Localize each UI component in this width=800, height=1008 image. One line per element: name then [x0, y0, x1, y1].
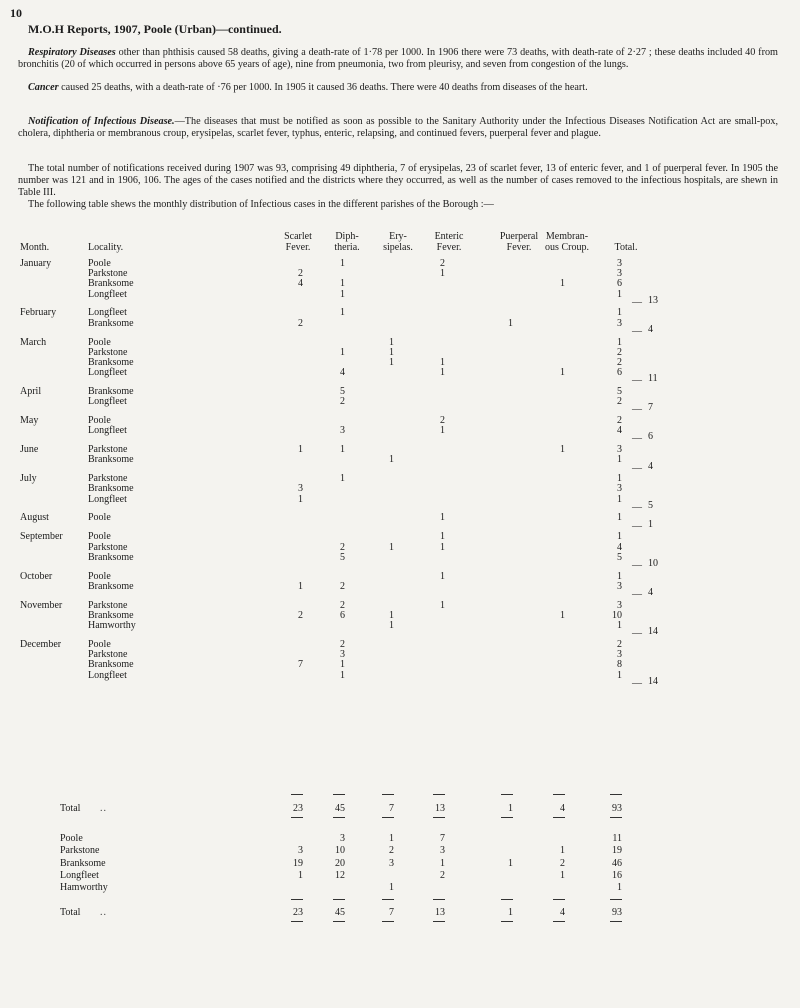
month-subtotal: 10 [648, 557, 658, 569]
summary-enteric-fever: 7 [440, 833, 445, 844]
total-total: 93 [612, 803, 622, 814]
month-subtotal: 6 [648, 431, 653, 443]
column-rule [610, 921, 622, 922]
diphtheria-cell: 3 [340, 649, 345, 661]
subtotal-dash: — [632, 404, 642, 416]
subtotal-dash: — [632, 589, 642, 601]
locality-label: Poole [88, 415, 111, 427]
enteric-fever-cell: 2 [440, 258, 445, 269]
diphtheria-cell: 1 [340, 288, 345, 300]
header-ery-line1: Ery- [389, 231, 407, 242]
locality-label: Branksome [88, 454, 134, 466]
enteric-fever-cell: 1 [440, 570, 445, 582]
leader-dots: .. [100, 907, 107, 918]
erysipelas-cell: 1 [389, 356, 394, 368]
header-puerperal-line2: Fever. [506, 242, 532, 253]
header-total: Total. [614, 242, 638, 253]
summary-locality: Parkstone [60, 845, 100, 857]
total-cell: 3 [617, 444, 622, 456]
total-cell: 1 [617, 512, 622, 524]
header-enteric-line1: Enteric [434, 231, 464, 242]
locality-label: Branksome [88, 580, 134, 592]
header-enteric-line2: Fever. [436, 242, 462, 253]
summary-enteric-fever: 3 [440, 845, 445, 857]
diphtheria-cell: 1 [340, 444, 345, 456]
month-subtotal: 13 [648, 294, 658, 306]
total-puerperal-fever: 1 [508, 803, 513, 814]
diphtheria-cell: 2 [340, 638, 345, 650]
total-erysipelas: 7 [389, 907, 394, 918]
subtotal-dash: — [632, 628, 642, 640]
locality-label: Branksome [88, 317, 134, 329]
diphtheria-cell: 2 [340, 541, 345, 553]
locality-label: Longfleet [88, 493, 127, 505]
total-cell: 1 [617, 336, 622, 348]
diphtheria-cell: 2 [340, 580, 345, 592]
total-cell: 3 [617, 649, 622, 661]
column-rule [433, 817, 445, 818]
scarlet-fever-cell: 1 [298, 444, 303, 456]
locality-label: Poole [88, 638, 111, 650]
total-cell: 2 [617, 346, 622, 358]
erysipelas-cell: 1 [389, 609, 394, 621]
enteric-fever-cell: 1 [440, 599, 445, 611]
summary-diphtheria: 12 [335, 869, 345, 881]
column-rule [553, 899, 565, 900]
total-total: 93 [612, 907, 622, 918]
month-label: August [20, 512, 49, 524]
total-enteric-fever: 13 [435, 907, 445, 918]
summary-locality: Longfleet [60, 869, 99, 881]
locality-label: Branksome [88, 551, 134, 563]
summary-scarlet-fever: 1 [298, 869, 303, 881]
summary-total: 16 [612, 869, 622, 881]
month-label: May [20, 415, 39, 427]
summary-diphtheria: 20 [335, 857, 345, 869]
locality-label: Parkstone [88, 599, 128, 611]
diphtheria-cell: 5 [340, 551, 345, 563]
locality-label: Poole [88, 512, 111, 524]
column-rule [501, 899, 513, 900]
locality-label: Branksome [88, 278, 134, 290]
locality-label: Longfleet [88, 396, 127, 408]
locality-label: Branksome [88, 356, 134, 368]
total-erysipelas: 7 [389, 803, 394, 814]
column-rule [291, 921, 303, 922]
scarlet-fever-cell: 3 [298, 483, 303, 495]
total-cell: 5 [617, 386, 622, 397]
membranous-croup-cell: 1 [560, 609, 565, 621]
diphtheria-cell: 1 [340, 346, 345, 358]
puerperal-fever-cell: 1 [508, 317, 513, 329]
month-label: July [20, 473, 37, 485]
locality-label: Poole [88, 531, 111, 543]
summary-locality: Hamworthy [60, 882, 108, 894]
total-cell: 1 [617, 493, 622, 505]
summary-erysipelas: 3 [389, 857, 394, 869]
total-cell: 1 [617, 669, 622, 681]
membranous-croup-cell: 1 [560, 444, 565, 456]
total-cell: 1 [617, 531, 622, 543]
total-diphtheria: 45 [335, 803, 345, 814]
summary-total: 19 [612, 845, 622, 857]
month-subtotal: 4 [648, 460, 653, 472]
paragraph-lead: Respiratory Diseases [28, 47, 116, 58]
locality-label: Parkstone [88, 268, 128, 280]
column-rule [501, 817, 513, 818]
column-rule [610, 817, 622, 818]
erysipelas-cell: 1 [389, 346, 394, 358]
summary-membranous-croup: 1 [560, 845, 565, 857]
locality-label: Poole [88, 258, 111, 269]
column-rule [291, 899, 303, 900]
column-rule [382, 817, 394, 818]
column-rule [333, 794, 345, 795]
summary-diphtheria: 3 [340, 833, 345, 844]
locality-label: Branksome [88, 386, 134, 397]
subtotal-dash: — [632, 501, 642, 513]
column-rule [333, 817, 345, 818]
month-subtotal: 14 [648, 675, 658, 687]
scarlet-fever-cell: 1 [298, 580, 303, 592]
scarlet-fever-cell: 2 [298, 317, 303, 329]
summary-locality: Poole [60, 833, 83, 844]
diphtheria-cell: 1 [340, 258, 345, 269]
subtotal-dash: — [632, 325, 642, 337]
column-rule [333, 921, 345, 922]
diphtheria-cell: 1 [340, 669, 345, 681]
column-rule [501, 794, 513, 795]
page-number: 10 [10, 6, 22, 20]
header-diph-line1: Diph- [335, 231, 359, 242]
total-cell: 8 [617, 659, 622, 671]
month-label: September [20, 531, 63, 543]
total-cell: 4 [617, 541, 622, 553]
enteric-fever-cell: 1 [440, 268, 445, 280]
erysipelas-cell: 1 [389, 454, 394, 466]
month-subtotal: 11 [648, 373, 658, 385]
summary-membranous-croup: 1 [560, 869, 565, 881]
total-label: Total [60, 907, 81, 918]
enteric-fever-cell: 1 [440, 531, 445, 543]
summary-total: 46 [612, 857, 622, 869]
locality-label: Longfleet [88, 307, 127, 319]
enteric-fever-cell: 1 [440, 356, 445, 368]
total-membranous-croup: 4 [560, 907, 565, 918]
total-cell: 6 [617, 278, 622, 290]
summary-erysipelas: 1 [389, 833, 394, 844]
total-cell: 2 [617, 415, 622, 427]
diphtheria-cell: 1 [340, 278, 345, 290]
locality-label: Poole [88, 336, 111, 348]
subtotal-dash: — [632, 375, 642, 387]
total-cell: 3 [617, 580, 622, 592]
header-scarlet-line1: Scarlet [284, 231, 312, 242]
total-cell: 1 [617, 288, 622, 300]
scarlet-fever-cell: 2 [298, 609, 303, 621]
locality-label: Longfleet [88, 288, 127, 300]
summary-locality: Branksome [60, 857, 106, 869]
summary-total: 11 [612, 833, 622, 844]
summary-enteric-fever: 2 [440, 869, 445, 881]
total-puerperal-fever: 1 [508, 907, 513, 918]
header-locality: Locality. [88, 242, 124, 253]
paragraph-text: The following table shews the monthly distribution of Infectious cases in the different parishes of the Borough :— [28, 199, 494, 210]
locality-label: Parkstone [88, 649, 128, 661]
total-scarlet-fever: 23 [293, 907, 303, 918]
total-cell: 1 [617, 454, 622, 466]
erysipelas-cell: 1 [389, 541, 394, 553]
column-rule [382, 921, 394, 922]
paragraph-lead: Notification of Infectious Disease. [28, 116, 175, 127]
total-cell: 10 [612, 609, 622, 621]
diphtheria-cell: 4 [340, 367, 345, 379]
subtotal-dash: — [632, 520, 642, 532]
total-cell: 1 [617, 473, 622, 485]
diphtheria-cell: 3 [340, 425, 345, 437]
membranous-croup-cell: 1 [560, 367, 565, 379]
paragraph-text: other than phthisis caused 58 deaths, giving a death-rate of 1·78 per 1000. In 1906 there were 73 deaths, with death-rate of 2·27 ; these deaths included 40 from bronchitis (20 of which occurred in persons above 65 years of age), nine from pneumonia, two from pleurisy, and seven from congestion of the lungs. [18, 47, 778, 70]
total-cell: 3 [617, 317, 622, 329]
month-subtotal: 14 [648, 626, 658, 638]
erysipelas-cell: 1 [389, 620, 394, 632]
column-rule [610, 899, 622, 900]
total-cell: 1 [617, 620, 622, 632]
enteric-fever-cell: 1 [440, 541, 445, 553]
diphtheria-cell: 1 [340, 659, 345, 671]
subtotal-dash: — [632, 677, 642, 689]
header-membran-line1: Membran- [545, 231, 589, 242]
total-cell: 3 [617, 599, 622, 611]
header-scarlet-line2: Fever. [285, 242, 311, 253]
locality-label: Parkstone [88, 473, 128, 485]
enteric-fever-cell: 1 [440, 367, 445, 379]
paragraph-text: The total number of notifications received during 1907 was 93, comprising 49 diphtheria, 7 of erysipelas, 23 of scarlet fever, 13 of enteric fever, and 1 of puerperal fever. In 1905 the number was 121 and in 1906, 106. The ages of the cases notified and the districts where they occurred, as well as the number of cases removed to the infectious hospitals, are shewn in Table III. [18, 163, 778, 198]
diphtheria-cell: 6 [340, 609, 345, 621]
month-subtotal: 4 [648, 587, 653, 599]
enteric-fever-cell: 1 [440, 425, 445, 437]
locality-label: Parkstone [88, 541, 128, 553]
total-scarlet-fever: 23 [293, 803, 303, 814]
month-label: January [20, 258, 52, 269]
total-membranous-croup: 4 [560, 803, 565, 814]
summary-scarlet-fever: 3 [298, 845, 303, 857]
locality-label: Hamworthy [88, 620, 136, 632]
leader-dots: .. [100, 803, 107, 814]
column-rule [382, 794, 394, 795]
erysipelas-cell: 1 [389, 336, 394, 348]
header-month: Month. [20, 242, 50, 253]
locality-label: Longfleet [88, 669, 127, 681]
total-cell: 4 [617, 425, 622, 437]
month-label: June [20, 444, 39, 456]
column-rule [553, 817, 565, 818]
column-rule [291, 817, 303, 818]
summary-enteric-fever: 1 [440, 857, 445, 869]
total-cell: 3 [617, 258, 622, 269]
locality-label: Poole [88, 570, 111, 582]
column-rule [382, 899, 394, 900]
month-label: April [20, 386, 42, 397]
total-cell: 1 [617, 570, 622, 582]
column-rule [553, 794, 565, 795]
total-cell: 6 [617, 367, 622, 379]
summary-puerperal-fever: 1 [508, 857, 513, 869]
locality-label: Branksome [88, 659, 134, 671]
membranous-croup-cell: 1 [560, 278, 565, 290]
summary-diphtheria: 10 [335, 845, 345, 857]
month-subtotal: 5 [648, 499, 653, 511]
total-cell: 5 [617, 551, 622, 563]
month-label: February [20, 307, 57, 319]
total-cell: 3 [617, 483, 622, 495]
scarlet-fever-cell: 1 [298, 493, 303, 505]
month-label: December [20, 638, 62, 650]
scarlet-fever-cell: 7 [298, 659, 303, 671]
running-header: M.O.H Reports, 1907, Poole (Urban)—continued. [28, 22, 282, 36]
header-puerperal-line1: Puerperal [499, 231, 539, 242]
total-cell: 2 [617, 356, 622, 368]
summary-total: 1 [617, 882, 622, 894]
scarlet-fever-cell: 4 [298, 278, 303, 290]
subtotal-dash: — [632, 559, 642, 571]
paragraph-text: caused 25 deaths, with a death-rate of ·76 per 1000. In 1905 it caused 36 deaths. There were 40 deaths from diseases of the heart. [58, 82, 588, 93]
paragraph-lead: Cancer [28, 82, 59, 93]
total-cell: 2 [617, 396, 622, 408]
column-rule [610, 794, 622, 795]
month-label: March [20, 336, 47, 348]
total-cell: 3 [617, 268, 622, 280]
diphtheria-cell: 2 [340, 396, 345, 408]
summary-erysipelas: 1 [389, 882, 394, 894]
month-subtotal: 1 [648, 518, 653, 530]
month-label: October [20, 570, 53, 582]
summary-erysipelas: 2 [389, 845, 394, 857]
locality-label: Parkstone [88, 346, 128, 358]
subtotal-dash: — [632, 462, 642, 474]
paragraph-text: —The diseases that must be notified as soon as possible to the Sanitary Authority under the Infectious Diseases Notification Act are small-pox, cholera, diphtheria or membranous croup, erysipelas, scarlet fever, typhus, enteric, relapsing, and continued fevers, puerperal fever and plague. [18, 116, 778, 139]
total-diphtheria: 45 [335, 907, 345, 918]
header-diph-line2: theria. [334, 242, 360, 253]
column-rule [433, 921, 445, 922]
total-cell: 2 [617, 638, 622, 650]
total-cell: 1 [617, 307, 622, 319]
month-subtotal: 7 [648, 402, 653, 414]
column-rule [333, 899, 345, 900]
locality-label: Longfleet [88, 367, 127, 379]
diphtheria-cell: 1 [340, 307, 345, 319]
column-rule [433, 899, 445, 900]
enteric-fever-cell: 2 [440, 415, 445, 427]
header-ery-line2: sipelas. [383, 242, 413, 253]
column-rule [553, 921, 565, 922]
locality-label: Branksome [88, 483, 134, 495]
total-label: Total [60, 803, 81, 814]
scarlet-fever-cell: 2 [298, 268, 303, 280]
summary-scarlet-fever: 19 [293, 857, 303, 869]
diphtheria-cell: 2 [340, 599, 345, 611]
diphtheria-cell: 5 [340, 386, 345, 397]
column-rule [501, 921, 513, 922]
month-label: November [20, 599, 63, 611]
header-membran-line2: ous Croup. [545, 242, 589, 253]
locality-label: Branksome [88, 609, 134, 621]
locality-label: Parkstone [88, 444, 128, 456]
column-rule [433, 794, 445, 795]
summary-membranous-croup: 2 [560, 857, 565, 869]
locality-label: Longfleet [88, 425, 127, 437]
month-subtotal: 4 [648, 323, 653, 335]
subtotal-dash: — [632, 433, 642, 445]
column-rule [291, 794, 303, 795]
total-enteric-fever: 13 [435, 803, 445, 814]
subtotal-dash: — [632, 296, 642, 308]
enteric-fever-cell: 1 [440, 512, 445, 524]
diphtheria-cell: 1 [340, 473, 345, 485]
